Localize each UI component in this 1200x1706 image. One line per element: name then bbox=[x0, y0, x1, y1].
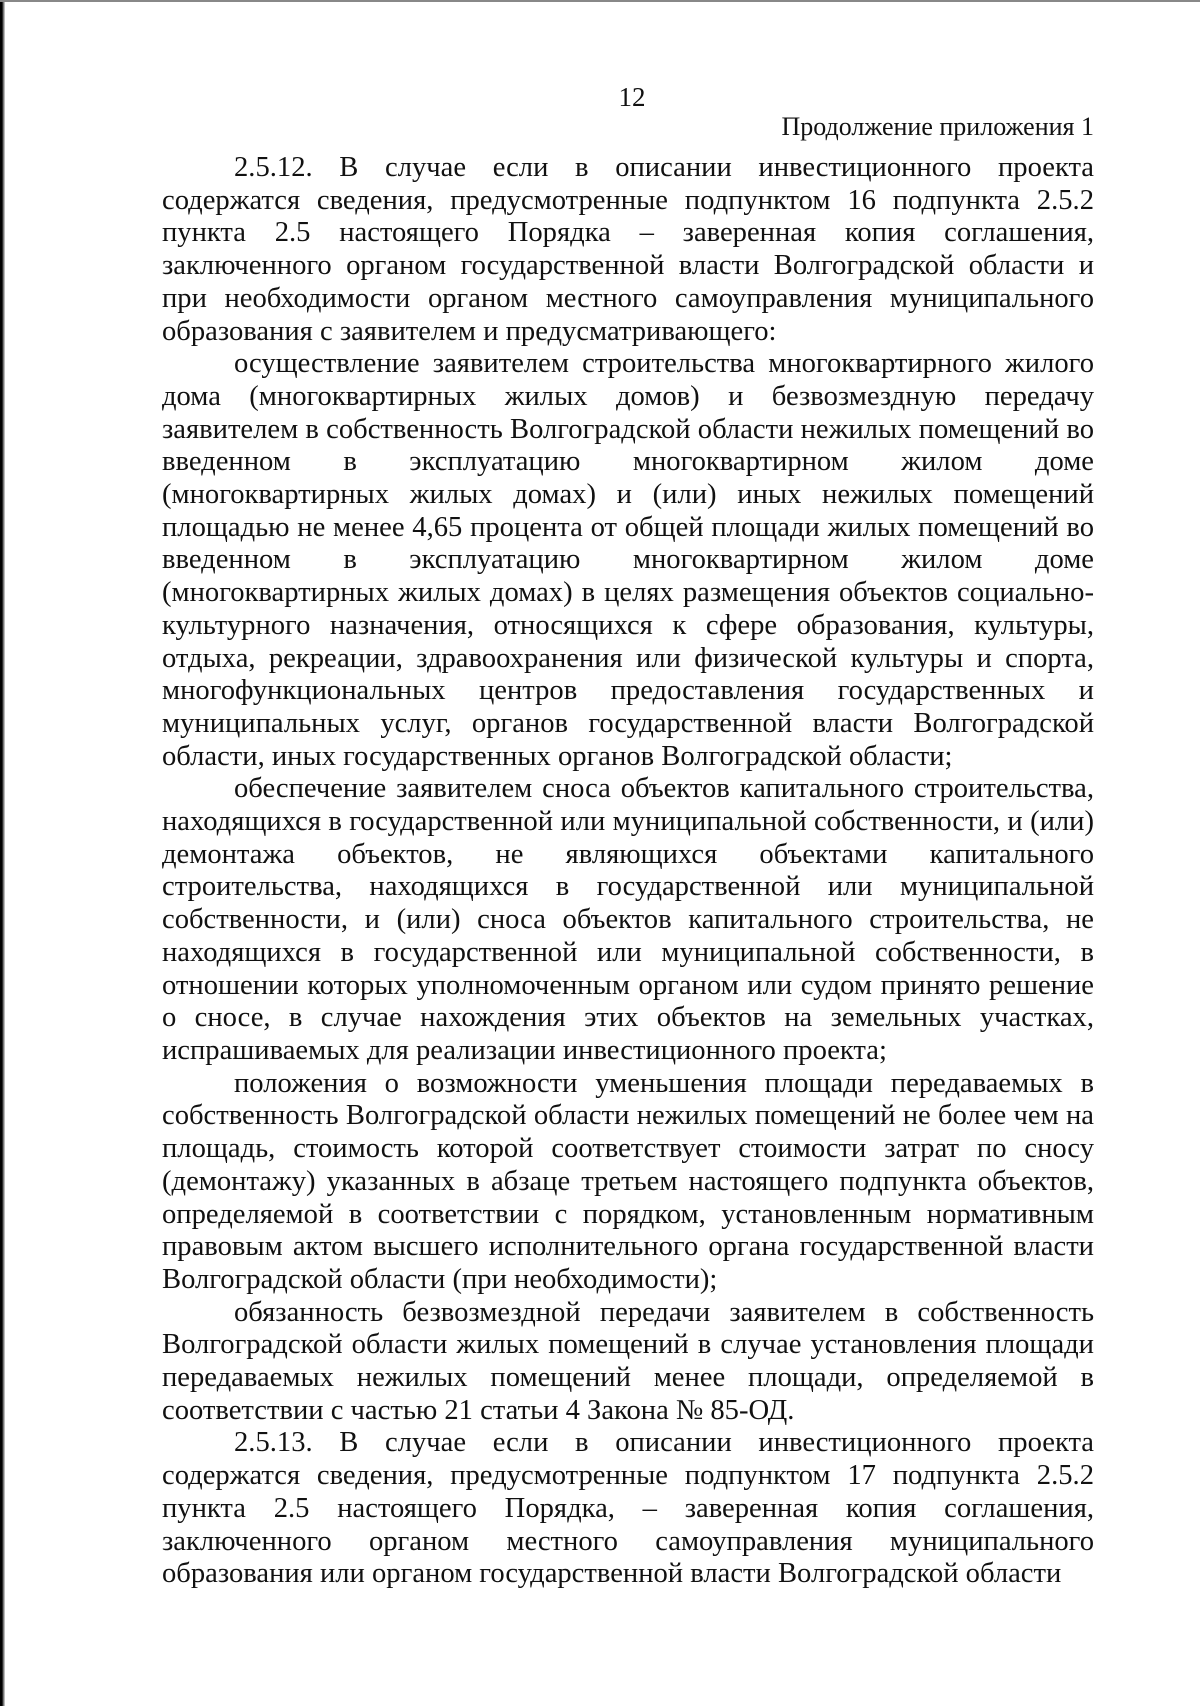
paragraph-construction-transfer: осуществление заявителем строительства многоквартирного жилого дома (многоквартирных жилых домов) и безвозмездную передачу заявителем в собственность Волгоградской области нежилых помещений во введенном в эксплуатацию многоквартирном жилом доме (многоквартирных жилых домах) и (или) иных нежилых помещений площадью не менее 4,65 процента от общей площади жилых помещений во введенном в эксплуатацию многоквартирном жилом доме (многоквартирных жилых домах) в целях размещения объектов социально-культурного назначения, относящихся к сфере образования, культуры, отдыха, рекреации, здравоохранения или физической культуры и спорта, многофункциональных центров предоставления государственных и муниципальных услуг, органов государственной власти Волгоградской области, иных государственных органов Волгоградской области; bbox=[162, 348, 1094, 772]
document-body bbox=[162, 152, 1094, 1591]
scan-edge-top bbox=[0, 0, 1200, 2]
paragraph-demolition: обеспечение заявителем сноса объектов капитального строительства, находящихся в государственной или муниципальной собственности, и (или) демонтажа объектов, не являющихся объектами капитального строительства, находящихся в государственной или муниципальной собственности, и (или) сноса объектов капитального строительства, не находящихся в государственной или муниципальной собственности, в отношении которых уполномоченным органом или судом принято решение о сносе, в случае нахождения этих объектов на земельных участках, испрашиваемых для реализации инвестиционного проекта; bbox=[162, 773, 1094, 1066]
page-number: 12 bbox=[618, 82, 646, 112]
paragraph-residential-transfer: обязанность безвозмездной передачи заявителем в собственность Волгоградской области жилых помещений в случае установления площади передаваемых нежилых помещений менее площади, определяемой в соответствии с частью 21 статьи 4 Закона № 85-ОД. bbox=[162, 1296, 1094, 1426]
paragraph-area-reduction: положения о возможности уменьшения площади передаваемых в собственность Волгоградской области нежилых помещений не более чем на площадь, стоимость которой соответствует стоимости затрат по сносу (демонтажу) указанных в абзаце третьем настоящего подпункта объектов, определяемой в соответствии с порядком, установленным нормативным правовым актом высшего исполнительного органа государственной власти Волгоградской области (при необходимости); bbox=[162, 1067, 1094, 1295]
appendix-continuation-label: Продолжение приложения 1 bbox=[781, 112, 1094, 141]
paragraph-2-5-13: 2.5.13. В случае если в описании инвестиционного проекта содержатся сведения, предусмотренные подпунктом 17 подпункта 2.5.2 пункта 2.5 настоящего Порядка, – заверенная копия соглашения, заключенного органом местного самоуправления муниципального образования или органом государственной власти Волгоградской области bbox=[162, 1427, 1094, 1590]
scan-edge-left bbox=[0, 0, 5, 1706]
paragraph-2-5-12: 2.5.12. В случае если в описании инвестиционного проекта содержатся сведения, предусмотренные подпунктом 16 подпункта 2.5.2 пункта 2.5 настоящего Порядка – заверенная копия соглашения, заключенного органом государственной власти Волгоградской области и при необходимости органом местного самоуправления муниципального образования с заявителем и предусматривающего: bbox=[162, 152, 1094, 347]
